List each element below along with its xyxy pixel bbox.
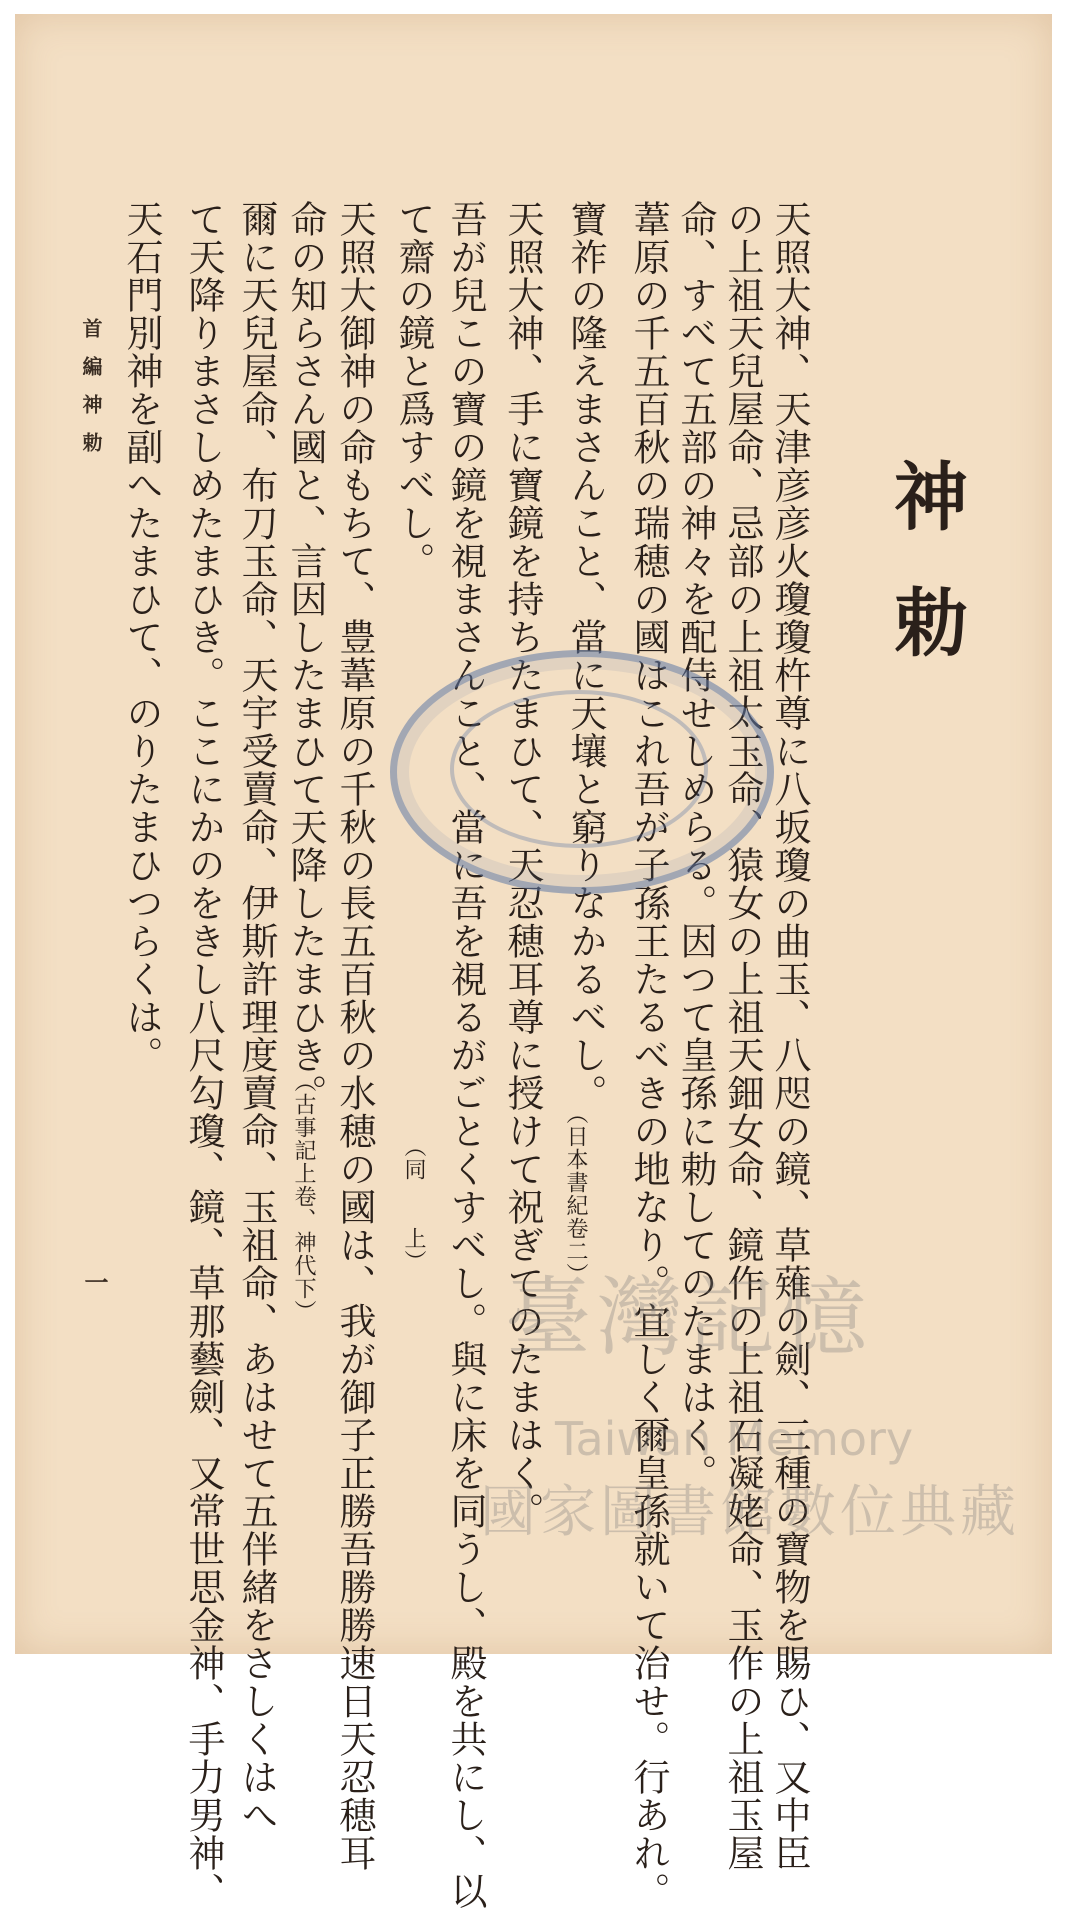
text-column-12: て天降りまさしめたまひき。ここにかのをきし八尺勾瓊、鏡、草那藝劍、又常世思金神、手力男神、	[182, 200, 225, 1910]
text-column-10: 命の知らさん國と、言因したまひて天降したまひき。	[284, 200, 327, 1112]
citation-nihon-shoki: （日本書紀卷二）	[563, 1102, 588, 1286]
text-column-4: 葦原の千五百秋の瑞穂の國はこれ吾が子孫王たるべきの地なり。宜しく爾皇孫就いて治せ。行あれ。	[627, 200, 670, 1910]
text-column-1: 天照大神、天津彦彦火瓊瓊杵尊に八坂瓊の曲玉、八咫の鏡、草薙の劍、三種の寶物を賜ひ、又中臣	[768, 200, 811, 1872]
page-title: 神勅	[882, 458, 968, 710]
text-column-9: 天照大御神の命もちて、豊葦原の千秋の長五百秋の水穂の國は、我が御子正勝吾勝勝速日天忍穂耳	[333, 200, 376, 1872]
text-column-2: の上祖天兒屋命、忌部の上祖太玉命、猿女の上祖天鈿女命、鏡作の上祖石凝姥命、玉作の上祖玉屋	[721, 200, 764, 1872]
text-column-6: 天照大神、手に寶鏡を持ちたまひて、天忍穂耳尊に授けて祝ぎてのたまはく。	[501, 200, 544, 1530]
text-column-5: 寶祚の隆えまさんこと、當に天壤と窮りなかるべし。	[564, 200, 607, 1112]
text-column-7: 吾が兒この寶の鏡を視まさんこと、當に吾を視るがごとくすべし。與に床を同うし、殿を共にし、以	[444, 200, 487, 1910]
citation-kojiki: （古事記上卷、神代下）	[291, 1070, 316, 1323]
running-footer: 首編神勅	[79, 318, 103, 470]
text-column-8: て齋の鏡と爲すべし。	[392, 200, 435, 580]
watermark-english: Taiwan Memory	[555, 1412, 914, 1466]
text-column-3: 命、すべて五部の神々を配侍せしめらる。因つて皇孫に勅してのたまはく。	[674, 200, 717, 1492]
library-stamp-inner-ring	[450, 690, 708, 848]
watermark-chinese: 國家圖書館數位典藏	[480, 1480, 1020, 1545]
text-column-11: 爾に天兒屋命、布刀玉命、天宇受賣命、伊斯許理度賣命、玉祖命、あはせて五伴緒をさしくはへ	[235, 200, 278, 1834]
page-number: 一	[80, 1270, 109, 1294]
citation-same: （同 上）	[401, 1135, 426, 1273]
watermark-logo: 臺灣記憶	[505, 1268, 873, 1368]
text-column-13: 天石門別神を副へたまひて、のりたまひつらくは。	[120, 200, 163, 1074]
